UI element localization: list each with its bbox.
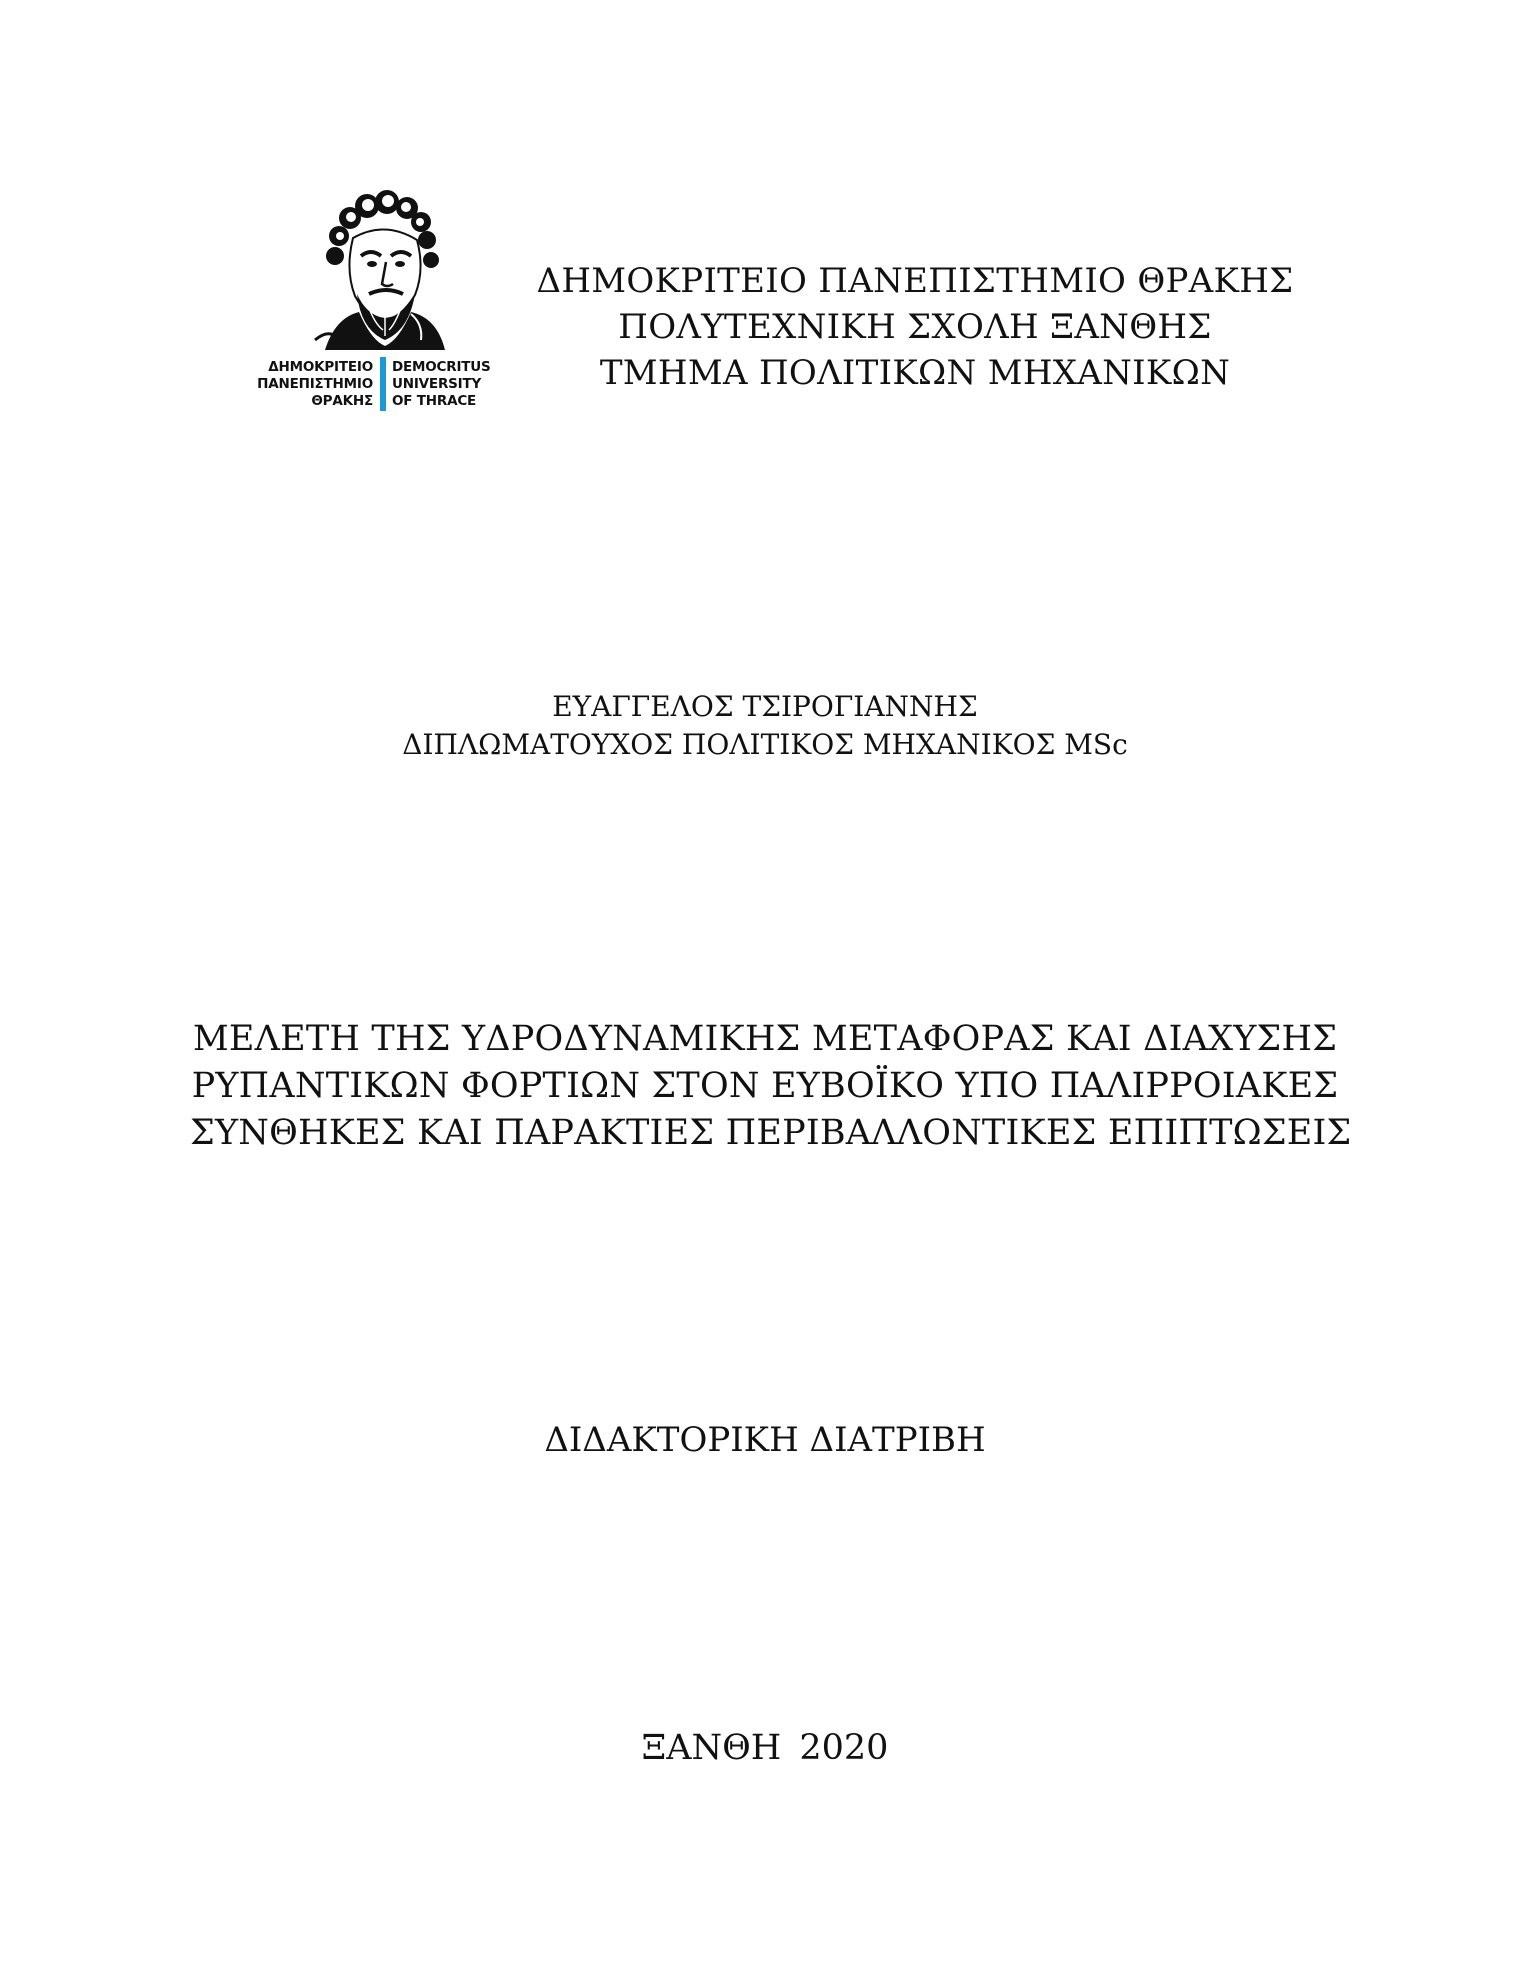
thesis-title-line: ΜΕΛΕΤΗ ΤΗΣ ΥΔΡΟΔΥΝΑΜΙΚΗΣ ΜΕΤΑΦΟΡΑΣ ΚΑΙ ΔΙΑΧΥΣΗΣ bbox=[192, 1019, 1338, 1059]
thesis-title-line: ΣΥΝΘΗΚΕΣ ΚΑΙ ΠΑΡΑΚΤΙΕΣ ΠΕΡΙΒΑΛΛΟΝΤΙΚΕΣ ΕΠΙΠΤΩΣΕΙΣ bbox=[190, 1113, 1352, 1153]
logo-greek-line: ΘΡΑΚΗΣ bbox=[311, 393, 373, 409]
logo-text-greek bbox=[257, 359, 373, 410]
logo-latin-line: DEMOCRITUS bbox=[392, 359, 491, 375]
place-and-year bbox=[400, 1725, 1130, 1771]
place: ΞΑΝΘΗ bbox=[641, 1728, 782, 1768]
thesis-title bbox=[190, 1016, 1352, 1157]
department-name: ΤΜΗΜΑ ΠΟΛΙΤΙΚΩΝ ΜΗΧΑΝΙΚΩΝ bbox=[599, 353, 1231, 393]
institution-heading bbox=[535, 258, 1295, 396]
logo-divider-bar bbox=[380, 357, 386, 411]
author-name: ΕΥΑΓΓΕΛΟΣ ΤΣΙΡΟΓΙΑΝΝΗΣ bbox=[552, 690, 978, 723]
logo-greek-line: ΔΗΜΟΚΡΙΤΕΙΟ bbox=[268, 359, 373, 375]
thesis-title-line: ΡΥΠΑΝΤΙΚΩΝ ΦΟΡΤΙΩΝ ΣΤΟΝ ΕΥΒΟΪΚΟ ΥΠΟ ΠΑΛΙΡΡΟΙΑΚΕΣ bbox=[191, 1066, 1339, 1106]
school-name: ΠΟΛΥΤΕΧΝΙΚΗ ΣΧΟΛΗ ΞΑΝΘΗΣ bbox=[618, 307, 1212, 347]
logo-latin-line: UNIVERSITY bbox=[392, 376, 482, 392]
university-logo bbox=[250, 190, 510, 420]
author-credentials: ΔΙΠΛΩΜΑΤΟΥΧΟΣ ΠΟΛΙΤΙΚΟΣ ΜΗΧΑΝΙΚΟΣ MSc bbox=[402, 728, 1128, 761]
year: 2020 bbox=[799, 1728, 889, 1768]
document-type: ΔΙΔΑΚΤΟΡΙΚΗ ΔΙΑΤΡΙΒΗ bbox=[544, 1420, 986, 1460]
university-name: ΔΗΜΟΚΡΙΤΕΙΟ ΠΑΝΕΠΙΣΤΗΜΙΟ ΘΡΑΚΗΣ bbox=[536, 261, 1294, 301]
logo-latin-line: OF THRACE bbox=[392, 393, 477, 409]
logo-wordmark bbox=[250, 357, 510, 413]
logo-text-latin bbox=[392, 359, 491, 410]
logo-greek-line: ΠΑΝΕΠΙΣΤΗΜΙΟ bbox=[257, 376, 373, 392]
democritus-portrait-icon bbox=[305, 190, 455, 350]
author-block bbox=[300, 688, 1230, 764]
